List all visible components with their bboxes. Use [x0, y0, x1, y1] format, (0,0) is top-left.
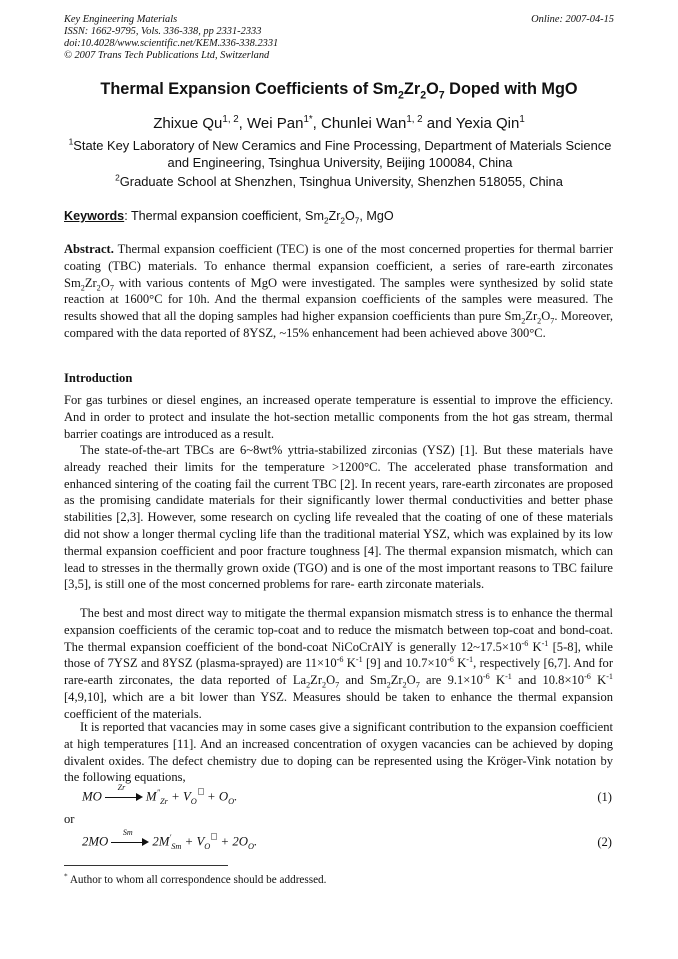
issn-line: ISSN: 1662-9795, Vols. 336-338, pp 2331-2333 — [64, 26, 262, 37]
intro-paragraph-4: It is reported that vacancies may in some cases give a significant contribution to the expansion coefficient at high temperatures [11]. And an increased concentration of oxygen vacancies can be achieved by doping divalent oxides. The defect chemistry due to doping can be represented using the Kröger-Vink notation by the following equations, — [64, 720, 613, 785]
affiliation-2: $^2$Graduate School at Shenzhen, Tsinghua University, Shenzhen 518055, China — [115, 172, 563, 189]
intro-paragraph-3: The best and most direct way to mitigate the thermal expansion mismatch stress is to enhance the thermal expansion coefficients of the ceramic top-coat and to reduce the mismatch between top-coat and bond-coat. The thermal expansion coefficient of the bond-coat NiCoCrAlY is generally $12\sim 17.5\times 10^{-6}$ $K^{-1}$ [5-8], while those of 7YSZ and 8YSZ (plasma-sprayed) are $11\times 10^{-6}$ $K^{-1}$ [9] and $10.7\times 10^{-6}$ $K^{-1}$, respectively [6,7]. And for rare-earth zirconates, the data reported of $La_2Zr_2O_7$ and $Sm_2Zr_2O_7$ are $9.1\times 10^{-6}$ $K^{-1}$ and $10.8\times 10^{-6}$ $K^{-1}$ [4,9,10], which are a bit lower than YSZ. Measures should be taken to enhance the thermal expansion coefficient of the materials. — [64, 606, 614, 721]
footnote-divider — [64, 865, 228, 866]
author-list: Zhixue Qu$^{1, 2}$, Wei Pan$^{1*}$, Chunlei Wan$^{1, 2}$ and Yexia Qin$^1$ — [153, 114, 525, 132]
footnote: * Author to whom all correspondence should be addressed. — [64, 872, 327, 886]
intro-paragraph-2: The state-of-the-art TBCs are 6~8wt% yttria-stabilized zirconias (YSZ) [1]. But these materials have already reached their limits for the temperature >1200°C. The accelerated phase transformation and enhanced sintering of the coating fail the current TBC [2]. In recent years, rare-earth zirconates are proposed as the promising candidate materials for their significantly lower thermal conductivities and better phase stabilities [2,3]. However, some research on cycling life revealed that the coating of one of these materials did not show a longer thermal cycling life than the traditional material YSZ, which was explained by its low thermal expansion coefficient and poor fracture toughness [4]. The thermal expansion mismatch, which can lead to stresses in the thermally grown oxide (TGO) and is one of the most important reasons to TBC failure [3,5], is still one of the most concerned problems for rare- earth zirconate materials. — [64, 443, 613, 592]
keywords: Keywords: Thermal expansion coefficient, $Sm_2Zr_2O_7$, MgO — [64, 209, 394, 226]
equation-number-2: (2) — [597, 835, 612, 849]
affiliation-1: $^1$State Key Laboratory of New Ceramics and Fine Processing, Department of Materials Science and Engineering, Tsinghua University, Beijing 100084, China — [68, 136, 612, 170]
abstract: Abstract. Thermal expansion coefficient (TEC) is one of the most concerned properties for thermal barrier coating (TBC) materials. To enhance thermal expansion coefficient, a series of rare-earth zirconates $Sm_2Zr_2O_7$ with various contents of MgO were investigated. The samples were synthesized by solid state reaction at 1600°C for 10h. And the thermal expansion coefficients of the samples were measured. The results showed that all the doping samples had higher expansion coefficients than pure $Sm_2Zr_2O_7$. Moreover, compared with the data reported of 8YSZ, ~15% enhancement had been achieved above 300°C. — [64, 242, 614, 340]
journal-name: Key Engineering Materials — [64, 14, 178, 25]
author: Chunlei Wan$^{1, 2}$ — [321, 114, 423, 132]
paper-title: Thermal Expansion Coefficients of $Sm_2Zr_2O_7$ Doped with MgO — [100, 80, 578, 102]
equation-number-1: (1) — [597, 790, 612, 804]
journal-header — [64, 14, 278, 62]
equation-1: MO Zr $M''_{Zr} + V_O + O_O$. — [82, 783, 238, 806]
author: Yexia Qin$^1$ — [455, 114, 525, 132]
reaction-arrow: Zr — [105, 792, 143, 802]
author: Wei Pan$^{1*}$ — [247, 114, 313, 132]
abstract-label: Abstract. — [64, 242, 114, 256]
intro-paragraph-1: For gas turbines or diesel engines, an increased operate temperature is essential to improve the efficiency. And in order to protect and insulate the hot-section metallic components from the hot gas stream, thermal barrier coatings are introduced as a result. — [64, 393, 613, 441]
copyright-line: © 2007 Trans Tech Publications Ltd, Switzerland — [64, 50, 270, 61]
online-date: Online: 2007-04-15 — [531, 14, 614, 25]
doi-line: doi:10.4028/www.scientific.net/KEM.336-338.2331 — [64, 38, 279, 49]
reaction-arrow: Sm — [111, 837, 149, 847]
or-text: or — [64, 812, 75, 826]
equation-2: 2MO Sm $2M'_{Sm} + V_O + 2O_O$. — [82, 828, 258, 851]
author: Zhixue Qu$^{1, 2}$ — [153, 114, 239, 132]
keywords-label: Keywords — [64, 209, 125, 223]
section-heading-introduction: Introduction — [64, 371, 133, 385]
